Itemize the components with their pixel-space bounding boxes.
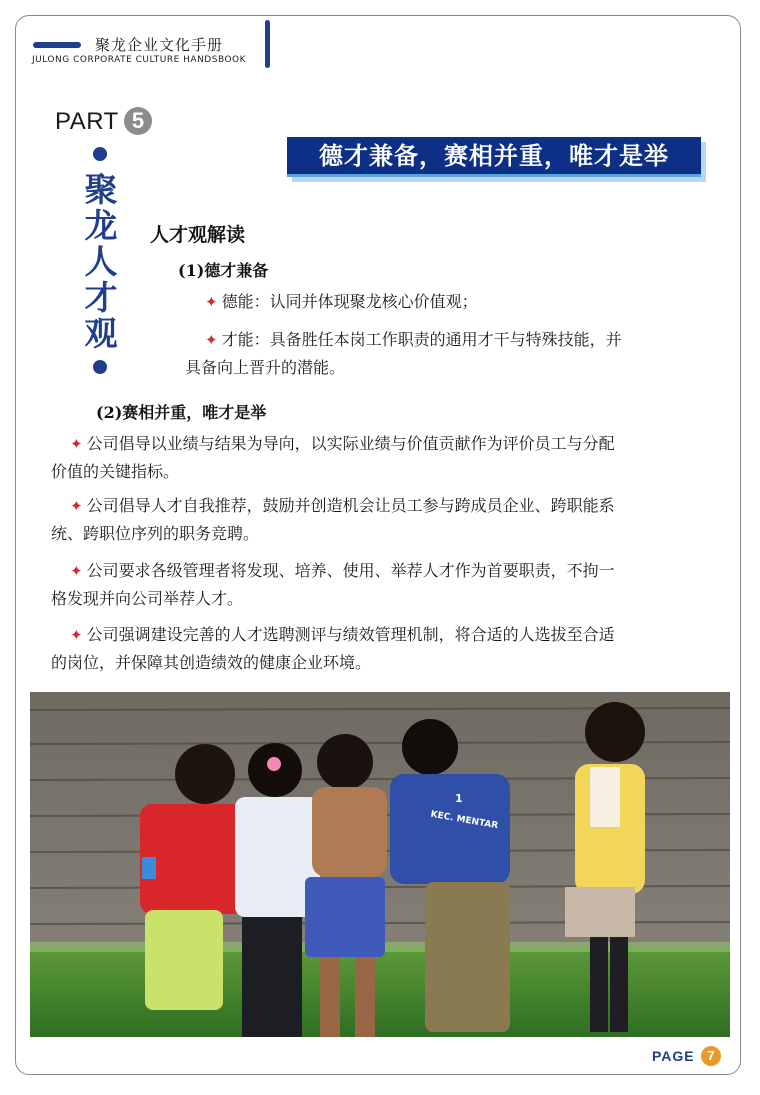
vertical-title-char: 才 bbox=[84, 278, 118, 317]
vertical-title-char: 龙 bbox=[84, 206, 118, 245]
part-number-badge: 5 bbox=[124, 107, 152, 135]
vertical-title bbox=[83, 172, 119, 352]
title-dot-bottom bbox=[93, 360, 107, 374]
list-item: ✦ 公司倡导人才自我推荐，鼓励并创造机会让员工参与跨成员企业、跨职能系 统、跨职位序列的职务竞聘。 bbox=[51, 496, 615, 543]
shirt-text: KEC. MENTAR bbox=[429, 809, 499, 832]
bullet-star-icon: ✦ bbox=[70, 435, 83, 453]
subsection-heading-1: (1)德才兼备 bbox=[178, 261, 269, 280]
vertical-title-char: 观 bbox=[84, 314, 118, 353]
subsection-heading-2: (2)赛相并重，唯才是举 bbox=[96, 403, 267, 422]
header-divider bbox=[265, 20, 270, 68]
shirt-number: 1 bbox=[455, 792, 463, 805]
list-item: ✦ 才能：具备胜任本岗工作职责的通用才干与特殊技能，并 bbox=[205, 330, 622, 349]
bullet-star-icon: ✦ bbox=[205, 293, 218, 311]
page-number-badge: 7 bbox=[701, 1046, 721, 1066]
list-item: ✦ 公司要求各级管理者将发现、培养、使用、举荐人才作为首要职责，不拘一 格发现并向公司举荐人才。 bbox=[51, 561, 615, 608]
bullet-star-icon: ✦ bbox=[70, 626, 83, 644]
page-label: PAGE bbox=[652, 1048, 695, 1064]
children-photo bbox=[30, 692, 730, 1037]
list-item: ✦ 公司倡导以业绩与结果为导向，以实际业绩与价值贡献作为评价员工与分配 价值的关键指标。 bbox=[51, 434, 615, 481]
bullet-star-icon: ✦ bbox=[70, 497, 83, 515]
list-item-continuation: 具备向上晋升的潜能。 bbox=[185, 358, 346, 377]
vertical-title-char: 人 bbox=[84, 242, 118, 281]
list-item: ✦ 德能：认同并体现聚龙核心价值观； bbox=[205, 292, 478, 311]
section-banner: 德才兼备，赛相并重，唯才是举 bbox=[287, 137, 701, 177]
header-subtitle: JULONG CORPORATE CULTURE HANDSBOOK bbox=[32, 55, 247, 65]
vertical-title-char: 聚 bbox=[84, 170, 118, 209]
section-heading: 人才观解读 bbox=[150, 224, 246, 246]
header-title: 聚龙企业文化手册 bbox=[95, 36, 224, 54]
part-label: PART bbox=[55, 108, 119, 135]
title-dot-top bbox=[93, 147, 107, 161]
header-accent-bar bbox=[33, 42, 81, 48]
list-item: ✦ 公司强调建设完善的人才选聘测评与绩效管理机制，将合适的人选拔至合适 的岗位，并保障其创造绩效的健康企业环境。 bbox=[51, 625, 615, 672]
bullet-star-icon: ✦ bbox=[70, 562, 83, 580]
bullet-star-icon: ✦ bbox=[205, 331, 218, 349]
